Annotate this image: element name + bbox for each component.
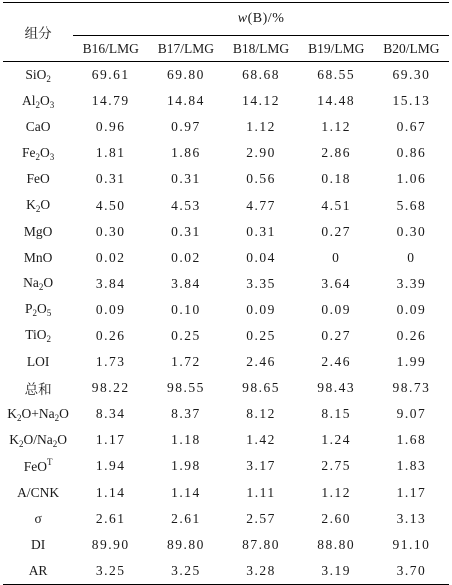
- row-label-part: O: [40, 197, 51, 213]
- cell-value: 1.17: [396, 484, 427, 500]
- cell-value: 0: [332, 249, 341, 265]
- table-row: [3, 323, 449, 349]
- cell-value: 4.77: [246, 197, 276, 213]
- cell-value: 2.46: [321, 354, 352, 370]
- cell-value: 8.15: [321, 406, 352, 422]
- cell-value: 1.18: [171, 432, 201, 448]
- cell-value: 3.25: [171, 562, 201, 578]
- cell-value: 2.75: [321, 458, 352, 474]
- cell-value: 68.55: [317, 67, 356, 83]
- composition-table: [3, 2, 449, 585]
- cell-value: 0.31: [246, 223, 276, 239]
- row-label-part: K: [26, 197, 36, 213]
- cell-value: 2.86: [321, 145, 352, 161]
- cell-value: 0.25: [246, 327, 276, 343]
- cell-value: 1.94: [95, 458, 126, 474]
- cell-value: 0.02: [171, 249, 201, 265]
- table-row: [3, 558, 449, 585]
- cell-value: 98.43: [317, 380, 356, 396]
- column-header: B19/LMG: [308, 40, 365, 56]
- row-label-part: K: [9, 431, 19, 447]
- cell-value: 69.80: [166, 67, 205, 83]
- cell-value: 3.19: [321, 562, 352, 578]
- cell-value: 1.14: [171, 484, 201, 500]
- row-label-part: AR: [28, 562, 48, 578]
- row-label-part: O: [36, 301, 47, 317]
- row-label-part: 2: [46, 73, 51, 84]
- row-label-part: MgO: [23, 223, 53, 239]
- cell-value: 0.31: [95, 171, 126, 187]
- cell-value: 1.24: [321, 432, 352, 448]
- cell-value: 2.61: [171, 510, 201, 526]
- cell-value: 1.12: [246, 119, 276, 135]
- column-header: B16/LMG: [82, 40, 139, 56]
- unit-header: w(B)/%: [73, 3, 449, 36]
- cell-value: 14.48: [317, 93, 356, 109]
- cell-value: 1.83: [396, 458, 427, 474]
- row-label-part: 2: [35, 151, 40, 162]
- cell-value: 0.25: [171, 327, 201, 343]
- cell-value: 0.86: [396, 145, 427, 161]
- table-row: [3, 427, 449, 453]
- table-row: [3, 453, 449, 479]
- table-row: [3, 166, 449, 192]
- cell-value: 98.65: [242, 380, 280, 396]
- cell-value: 98.22: [91, 380, 130, 396]
- table-row: [3, 506, 449, 532]
- table-body: [3, 62, 449, 585]
- row-label-part: 2: [17, 412, 22, 423]
- cell-value: 4.50: [95, 197, 126, 213]
- table-row: [3, 114, 449, 140]
- cell-value: 0.09: [396, 301, 427, 317]
- table-row: [3, 62, 449, 89]
- cell-value: 3.84: [171, 275, 201, 291]
- row-label-part: O: [39, 92, 50, 108]
- cell-value: 4.51: [321, 197, 352, 213]
- cell-value: 1.12: [321, 119, 352, 135]
- row-label-part: O: [59, 405, 69, 421]
- cell-value: 3.70: [396, 562, 427, 578]
- row-label-part: 2: [32, 308, 37, 319]
- cell-value: 0.09: [246, 301, 276, 317]
- cell-value: 0: [407, 249, 416, 265]
- row-label: [3, 532, 73, 558]
- cell-value: 8.34: [95, 406, 126, 422]
- row-label: [3, 166, 73, 192]
- cell-value: 1.11: [246, 484, 276, 500]
- cell-value: 89.90: [91, 536, 130, 552]
- table-row: [3, 480, 449, 506]
- cell-value: 2.61: [95, 510, 126, 526]
- cell-value: 3.13: [396, 510, 427, 526]
- row-label-part: Fe: [21, 144, 36, 160]
- cell-value: 3.28: [246, 562, 276, 578]
- row-label-part: MnO: [23, 249, 53, 265]
- cell-value: 1.17: [95, 432, 126, 448]
- row-label: [3, 558, 73, 585]
- column-header: B18/LMG: [232, 40, 290, 56]
- cell-value: 0.27: [321, 223, 352, 239]
- row-label-part: 3: [49, 99, 55, 110]
- table-row: [3, 297, 449, 323]
- row-label: [3, 62, 73, 89]
- cell-value: 2.60: [321, 510, 352, 526]
- row-label: [3, 427, 73, 453]
- row-label: [3, 401, 73, 427]
- row-label-part: LOI: [26, 354, 50, 370]
- cell-value: 3.25: [95, 562, 126, 578]
- cell-value: 1.06: [396, 171, 427, 187]
- row-label-part: P: [24, 301, 33, 317]
- row-label: [3, 323, 73, 349]
- cell-value: 8.37: [171, 406, 201, 422]
- row-label-part: 2: [46, 334, 51, 345]
- cell-value: 3.64: [321, 275, 352, 291]
- cell-value: 9.07: [396, 406, 427, 422]
- table-row: [3, 219, 449, 245]
- cell-value: 8.12: [246, 406, 276, 422]
- table-row: [3, 401, 449, 427]
- row-label: [3, 349, 73, 375]
- cell-value: 1.12: [321, 484, 352, 500]
- cell-value: 4.53: [171, 197, 201, 213]
- cell-value: 3.39: [396, 275, 427, 291]
- row-label: [3, 245, 73, 271]
- cell-value: 2.57: [246, 510, 276, 526]
- cell-value: 14.79: [91, 93, 130, 109]
- row-label-part: 2: [35, 99, 40, 110]
- cell-value: 0.96: [95, 119, 126, 135]
- cell-value: 0.26: [396, 327, 427, 343]
- table-row: [3, 532, 449, 558]
- header-row-1: [3, 3, 449, 36]
- table-row: [3, 271, 449, 297]
- row-label-part: Ti: [25, 327, 37, 343]
- row-label: [3, 271, 73, 297]
- row-label: [3, 297, 73, 323]
- cell-value: 1.99: [396, 354, 427, 370]
- cell-value: 2.46: [246, 354, 276, 370]
- cell-value: 1.68: [396, 432, 427, 448]
- cell-value: 14.84: [166, 93, 205, 109]
- cell-value: 0.67: [396, 119, 427, 135]
- cell-value: 91.10: [392, 536, 431, 552]
- cell-value: 0.02: [95, 249, 126, 265]
- row-label: [3, 375, 73, 401]
- cell-value: 0.04: [246, 249, 276, 265]
- cell-value: 1.14: [95, 484, 126, 500]
- table-header: [3, 3, 449, 62]
- cell-value: 0.30: [95, 223, 126, 239]
- cell-value: 0.09: [321, 301, 352, 317]
- row-label-part: Si: [25, 66, 37, 82]
- row-label-part: 2: [52, 438, 58, 449]
- cell-value: 98.73: [392, 380, 431, 396]
- cell-value: 1.81: [95, 145, 126, 161]
- cell-value: 0.56: [246, 171, 276, 187]
- cell-value: 0.31: [171, 171, 201, 187]
- table-row: [3, 140, 449, 166]
- cell-value: 0.30: [396, 223, 427, 239]
- row-label-part: Na: [23, 275, 39, 291]
- row-label: [3, 192, 73, 218]
- row-label-part: O: [36, 327, 47, 343]
- cell-value: 3.84: [95, 275, 126, 291]
- row-label-part: 总和: [24, 382, 52, 398]
- cell-value: 88.80: [317, 536, 356, 552]
- row-label: [3, 219, 73, 245]
- row-label-part: O+Na: [21, 405, 55, 421]
- cell-value: 2.90: [246, 145, 276, 161]
- group-header: 组分: [3, 3, 73, 62]
- cell-value: 5.68: [396, 197, 427, 213]
- row-label-part: CaO: [25, 119, 51, 135]
- cell-value: 14.12: [242, 93, 280, 109]
- cell-value: 69.61: [91, 67, 130, 83]
- cell-value: 1.72: [171, 354, 201, 370]
- cell-value: 0.09: [95, 301, 126, 317]
- row-label-part: FeO: [26, 171, 50, 187]
- table-row: [3, 375, 449, 401]
- cell-value: 0.18: [321, 171, 352, 187]
- row-label-part: O: [36, 66, 47, 82]
- cell-value: 89.80: [166, 536, 205, 552]
- cell-value: 3.17: [246, 458, 276, 474]
- row-label-part: O: [39, 144, 50, 160]
- cell-value: 68.68: [242, 67, 280, 83]
- cell-value: 0.97: [171, 119, 201, 135]
- row-label-part: σ: [34, 510, 42, 526]
- cell-value: 1.98: [171, 458, 201, 474]
- row-label-part: 2: [38, 282, 44, 293]
- cell-value: 0.27: [321, 327, 352, 343]
- row-label: [3, 140, 73, 166]
- row-label-part: 5: [46, 308, 52, 319]
- cell-value: 1.73: [95, 354, 126, 370]
- table-row: [3, 349, 449, 375]
- table-row: [3, 192, 449, 218]
- cell-value: 0.26: [95, 327, 126, 343]
- row-label-part: O: [43, 275, 54, 291]
- row-label-part: A/CNK: [17, 484, 60, 500]
- cell-value: 3.35: [246, 275, 276, 291]
- cell-value: 0.10: [171, 301, 201, 317]
- column-header: B17/LMG: [157, 40, 215, 56]
- row-label-part: Al: [21, 92, 36, 108]
- cell-value: 69.30: [392, 67, 431, 83]
- row-label: [3, 114, 73, 140]
- row-label-part: 2: [35, 204, 41, 215]
- row-label-part: DI: [30, 536, 46, 552]
- cell-value: 1.42: [246, 432, 276, 448]
- row-label: [3, 453, 73, 479]
- table-row: [3, 245, 449, 271]
- row-label-part: O/Na: [23, 431, 53, 447]
- cell-value: 15.13: [392, 93, 431, 109]
- row-label-part: FeO: [23, 459, 47, 475]
- cell-value: 0.31: [171, 223, 201, 239]
- row-label-part: 2: [54, 412, 60, 423]
- row-label-part: K: [7, 405, 18, 421]
- row-label: [3, 506, 73, 532]
- row-label-part: O: [57, 431, 67, 447]
- row-label: [3, 480, 73, 506]
- row-label: [3, 88, 73, 114]
- row-label-part: T: [46, 457, 53, 468]
- row-label-part: 2: [18, 438, 24, 449]
- cell-value: 87.80: [242, 536, 280, 552]
- table-row: [3, 88, 449, 114]
- cell-value: 1.86: [171, 145, 201, 161]
- cell-value: 98.55: [166, 380, 205, 396]
- row-label-part: 3: [49, 151, 55, 162]
- column-header: B20/LMG: [383, 40, 440, 56]
